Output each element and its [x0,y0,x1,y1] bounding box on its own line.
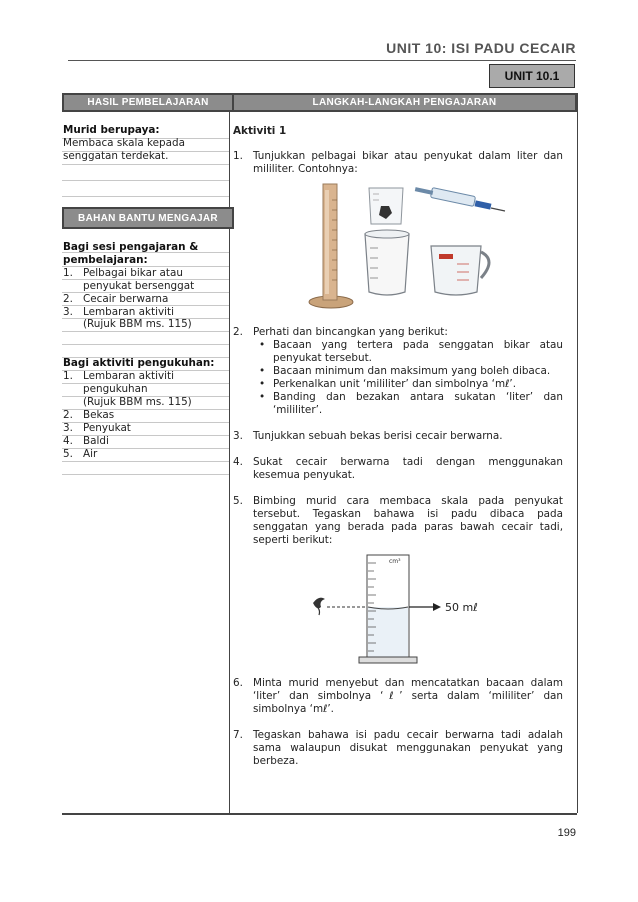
list-item: 1. Pelbagai bikar atau [63,266,183,279]
unit-badge [489,64,575,88]
step-5: 5. Bimbing murid cara membaca skala pada penyukat tersebut. Tegaskan bahawa isi padu dibaca pada senggatan yang berada pada paras bawah cecair tadi, seperti berikut: [233,495,563,546]
list-item: (Rujuk BBM ms. 115) [83,318,192,331]
teaching-session-title: Bagi sesi pengajaran & [63,241,199,253]
list-item: 1. Lembaran aktiviti [63,370,174,383]
syringe-image [415,187,505,211]
measuring-jug-image [365,230,409,295]
step-2: 2. Perhati dan bincangkan yang berikut: [233,326,448,338]
reinforcement-title: Bagi aktiviti pengukuhan: [63,357,215,370]
measuring-equipment-illustration [233,180,563,320]
learning-outcome-line: senggatan terdekat. [63,149,169,162]
cylinder-reading-diagram [233,549,563,667]
activity-title: Aktiviti 1 [233,125,287,137]
step-3: 3. Tunjukkan sebuah bekas berisi cecair berwarna. [233,430,503,442]
teaching-steps-header [232,93,577,112]
list-item: pengukuhan [83,383,148,396]
list-item: 2. Bekas [63,408,115,421]
teaching-steps-header-label: LANGKAH-LANGKAH PENGAJARAN [312,97,497,108]
unit-title: UNIT 10: ISI PADU CECAIR [386,40,576,56]
cylinder-unit-label: cm³ [389,558,401,565]
teaching-aids-header-label: BAHAN BANTU MENGAJAR [78,212,218,224]
eye-icon [313,598,325,615]
header-rule [68,60,576,61]
arrow-head-icon [433,603,441,611]
list-item: 3. Penyukat [63,421,131,434]
step-1: 1. Tunjukkan pelbagai bikar atau penyukat dalam liter dan mililiter. Contohnya: [233,150,563,175]
reading-label: 50 mℓ [445,601,478,614]
step-7: 7. Tegaskan bahawa isi padu cecair berwarna tadi adalah sama walaupun disukat menggunakan penyukat yang berbeza. [233,729,563,767]
teaching-aids [63,241,228,461]
beaker-image [369,188,403,224]
learning-outcome-header [62,93,234,112]
measuring-cup-image [431,246,489,295]
graduated-cylinder [359,555,417,663]
list-item: (Rujuk BBM ms. 115) [83,396,192,409]
unit-badge-label: UNIT 10.1 [504,69,560,83]
list-item: 5. Air [63,447,98,460]
bullet-item: • Bacaan minimum dan maksimum yang boleh dibaca. [259,365,551,377]
learning-outcome-header-label: HASIL PEMBELAJARAN [87,97,209,108]
list-item: penyukat bersenggat [83,279,195,292]
step-6: 6. Minta murid menyebut dan mencatatkan bacaan dalam ‘liter’ dan simbolnya ‘ℓ’ serta dalam ‘mililiter’ dan simbolnya ‘mℓ’. [233,677,563,715]
graduated-cylinder-image [309,184,353,308]
list-item: 2. Cecair berwarna [63,292,169,305]
table-bottom-rule [62,813,577,815]
list-item: 3. Lembaran aktiviti [63,305,174,318]
bullet-item: • Banding dan bezakan antara sukatan ‘liter’ dan ‘mililiter’. [259,391,563,416]
learning-outcome-line: Membaca skala kepada [63,136,185,149]
bullet-item: • Bacaan yang tertera pada senggatan bikar atau penyukat tersebut. [259,339,563,364]
list-item: 4. Baldi [63,434,109,447]
learning-outcome-title: Murid berupaya: [63,124,160,136]
teaching-session-title: pembelajaran: [63,253,148,266]
teaching-aids-header [62,207,234,229]
lesson-table [62,93,578,813]
bullet-item: • Perkenalkan unit ‘mililiter’ dan simbolnya ‘mℓ’. [259,378,517,390]
teaching-steps [233,112,563,768]
step-4: 4. Sukat cecair berwarna tadi dengan menggunakan kesemua penyukat. [233,456,563,481]
learning-outcome [63,124,228,163]
page-number: 199 [557,827,576,839]
